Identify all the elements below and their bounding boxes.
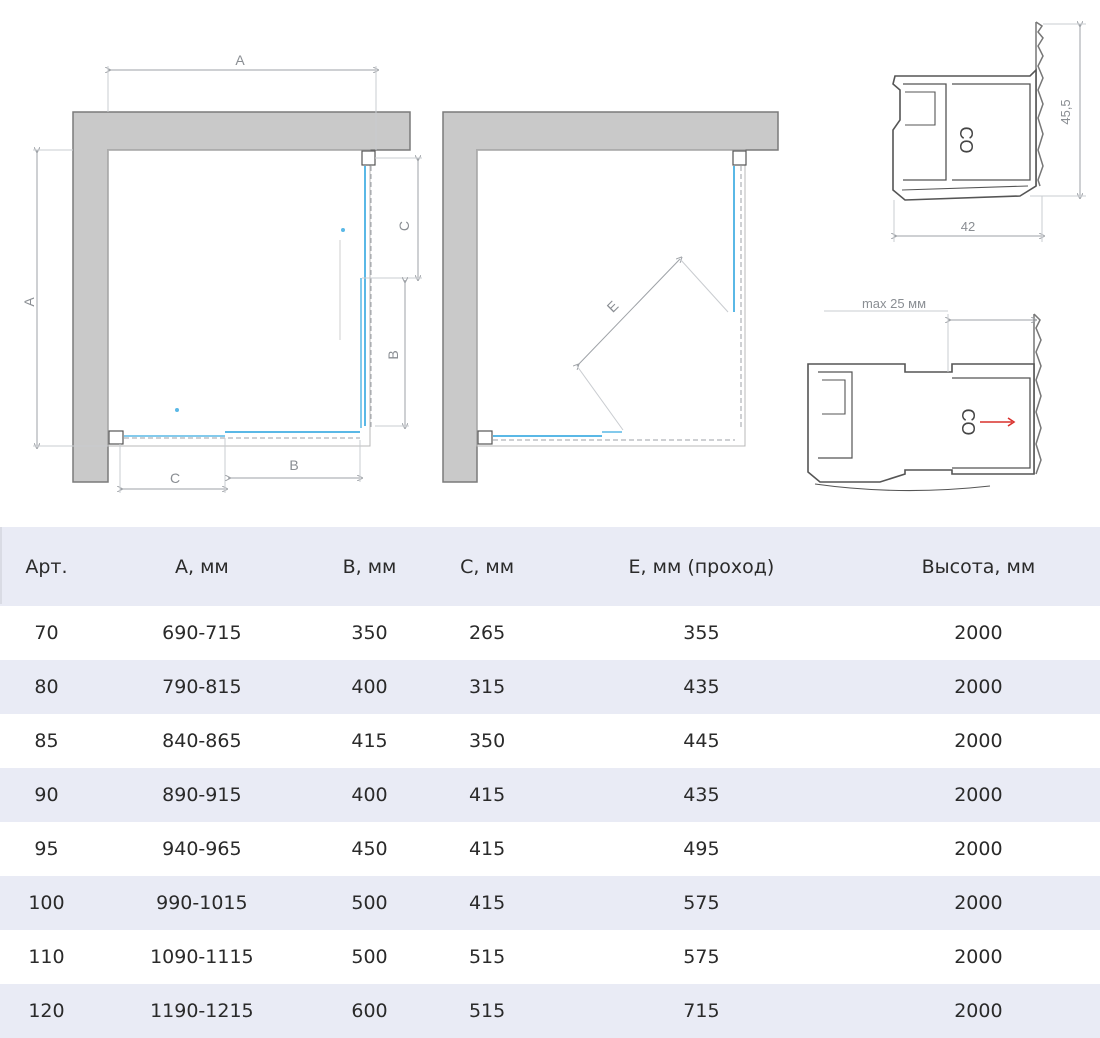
- profile-top: [893, 22, 1086, 242]
- dim-c-bottom-label: C: [169, 470, 181, 486]
- cell-e: 715: [546, 984, 857, 1038]
- cell-e: 435: [546, 768, 857, 822]
- svg-text:CO: CO: [956, 126, 976, 154]
- plan-left: [21, 52, 422, 493]
- cell-b: 500: [311, 876, 428, 930]
- cell-e: 445: [546, 714, 857, 768]
- cell-height: 2000: [857, 930, 1100, 984]
- cell-e: 435: [546, 660, 857, 714]
- cell-a: 1090-1115: [93, 930, 311, 984]
- table-row: [0, 714, 1100, 768]
- dim-c-side-label: C: [396, 220, 412, 232]
- col-header-e: Е, мм (проход): [546, 527, 857, 606]
- cell-a: 840-865: [93, 714, 311, 768]
- cell-height: 2000: [857, 876, 1100, 930]
- table-left-border: [0, 527, 2, 604]
- cell-c: 515: [428, 930, 546, 984]
- cell-height: 2000: [857, 714, 1100, 768]
- cell-a: 1190-1215: [93, 984, 311, 1038]
- profile-height-label: 45,5: [1058, 99, 1073, 125]
- cell-b: 450: [311, 822, 428, 876]
- table-row: [0, 876, 1100, 930]
- cell-art: 80: [0, 660, 93, 714]
- table-row: [0, 606, 1100, 660]
- cell-art: 120: [0, 984, 93, 1038]
- cell-b: 400: [311, 660, 428, 714]
- cell-b: 400: [311, 768, 428, 822]
- cell-c: 350: [428, 714, 546, 768]
- cell-a: 790-815: [93, 660, 311, 714]
- cell-a: 890-915: [93, 768, 311, 822]
- col-header-b: В, мм: [311, 527, 428, 606]
- dim-b-side-label: B: [385, 350, 401, 360]
- cell-c: 415: [428, 768, 546, 822]
- dimensions-table: [0, 527, 1100, 1038]
- cell-art: 70: [0, 606, 93, 660]
- table-row: [0, 822, 1100, 876]
- cell-c: 265: [428, 606, 546, 660]
- cell-b: 600: [311, 984, 428, 1038]
- table-header-row: [0, 527, 1100, 606]
- col-header-a: А, мм: [93, 527, 311, 606]
- dim-e-label: E: [603, 297, 622, 316]
- cell-e: 575: [546, 930, 857, 984]
- col-header-art: Арт.: [0, 527, 93, 606]
- svg-text:CO: CO: [958, 408, 978, 436]
- table-row: [0, 930, 1100, 984]
- dim-a-top-label: A: [235, 52, 245, 68]
- cell-e: 495: [546, 822, 857, 876]
- cell-b: 350: [311, 606, 428, 660]
- cell-art: 110: [0, 930, 93, 984]
- profile-width-label: 42: [960, 219, 976, 234]
- cell-height: 2000: [857, 606, 1100, 660]
- cell-c: 415: [428, 822, 546, 876]
- table-row: [0, 984, 1100, 1038]
- plan-right: [443, 112, 778, 482]
- cell-c: 315: [428, 660, 546, 714]
- cell-a: 940-965: [93, 822, 311, 876]
- cell-e: 575: [546, 876, 857, 930]
- cell-b: 415: [311, 714, 428, 768]
- table-row: [0, 660, 1100, 714]
- cell-art: 95: [0, 822, 93, 876]
- max-gap-label: max 25 мм: [861, 296, 927, 311]
- cell-art: 100: [0, 876, 93, 930]
- table-row: [0, 768, 1100, 822]
- dim-b-bottom-label: B: [289, 457, 299, 473]
- cell-a: 690-715: [93, 606, 311, 660]
- cell-e: 355: [546, 606, 857, 660]
- cell-height: 2000: [857, 768, 1100, 822]
- wall-left-plan: [73, 112, 410, 482]
- cell-a: 990-1015: [93, 876, 311, 930]
- cell-height: 2000: [857, 984, 1100, 1038]
- profile-bottom: [808, 296, 1041, 491]
- cell-height: 2000: [857, 822, 1100, 876]
- col-header-height: Высота, мм: [857, 527, 1100, 606]
- dim-a-side-label: A: [21, 297, 37, 307]
- cell-art: 90: [0, 768, 93, 822]
- cell-art: 85: [0, 714, 93, 768]
- cell-c: 415: [428, 876, 546, 930]
- cell-b: 500: [311, 930, 428, 984]
- wall-right-plan: [443, 112, 778, 482]
- cell-height: 2000: [857, 660, 1100, 714]
- col-header-c: С, мм: [428, 527, 546, 606]
- cell-c: 515: [428, 984, 546, 1038]
